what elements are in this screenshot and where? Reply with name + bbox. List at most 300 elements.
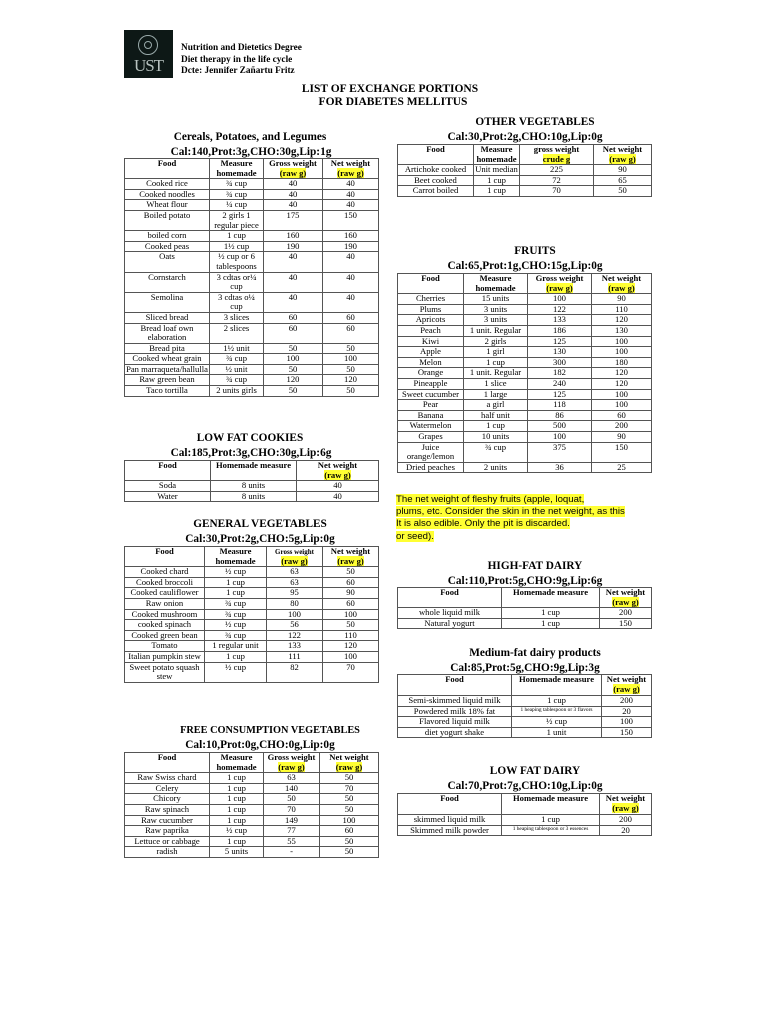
table-cell: 40 [297, 481, 379, 492]
table-cell: 1 cup [502, 618, 600, 629]
table-cell: 100 [528, 294, 592, 305]
table-cell: Raw spinach [125, 804, 210, 815]
table-cell: 182 [528, 368, 592, 379]
table-cell: Cooked rice [125, 179, 210, 190]
table-cell: 1 cup [474, 175, 520, 186]
table-cell: ½ unit [210, 364, 264, 375]
table-cell: 100 [592, 389, 652, 400]
table-cell: 40 [297, 491, 379, 502]
col-food: Food [398, 588, 502, 608]
table-cell: Plums [398, 304, 464, 315]
ust-logo [124, 30, 173, 78]
table-cell: Cherries [398, 294, 464, 305]
table-cell: 100 [323, 609, 379, 620]
col-measure: Measure homemade [464, 274, 528, 294]
table-cell: 1 cup [205, 588, 267, 599]
high-fat-dairy-title: HIGH-FAT DAIRY [487, 560, 583, 572]
col-food: Food [125, 547, 205, 567]
table-cell: 190 [264, 241, 323, 252]
table-cell: 133 [267, 641, 323, 652]
table-cell: Kiwi [398, 336, 464, 347]
col-food: Food [125, 461, 211, 481]
table-cell: Cooked wheat grain [125, 354, 210, 365]
table-row [125, 815, 379, 826]
table-cell: 63 [267, 577, 323, 588]
table-cell: Celery [125, 783, 210, 794]
table-row [125, 179, 379, 190]
table-row [125, 794, 379, 805]
table-row [125, 312, 379, 323]
table-cell: ¾ cup [205, 609, 267, 620]
col-gross: Gross weight (raw g) [267, 547, 323, 567]
table-cell: Cooked cauliflower [125, 588, 205, 599]
table-cell: 1 cup [474, 186, 520, 197]
general-veg-calories: Cal:30,Prot:2g,CHO:5g,Lip:0g [185, 533, 335, 545]
table-row [125, 609, 379, 620]
table-row [398, 304, 652, 315]
table-cell: 1 cup [464, 357, 528, 368]
table-cell: 1 cup [502, 608, 600, 619]
table-cell: 8 units [211, 491, 297, 502]
table-cell: 1 girl [464, 347, 528, 358]
cereals-calories: Cal:140,Prot:3g,CHO:30g,Lip:1g [170, 146, 332, 158]
table-cell: 86 [528, 410, 592, 421]
table-cell: 40 [264, 272, 323, 292]
table-cell: 80 [267, 598, 323, 609]
table-cell: 50 [264, 386, 323, 397]
note-line: The net weight of fleshy fruits (apple, loquat, [396, 494, 585, 505]
table-cell: 122 [528, 304, 592, 315]
table-row [398, 696, 652, 707]
table-row [398, 727, 652, 738]
table-cell: 50 [323, 364, 379, 375]
table-cell: 118 [528, 400, 592, 411]
table-row [125, 343, 379, 354]
table-cell: 20 [600, 825, 652, 836]
table-cell: 1 cup [464, 421, 528, 432]
table-cell: skimmed liquid milk [398, 815, 502, 826]
course-header [181, 43, 302, 78]
degree-line: Nutrition and Dietetics Degree [181, 43, 302, 53]
table-cell: 200 [600, 815, 652, 826]
col-gross: gross weight crude g [520, 145, 594, 165]
note-line: It is also edible. Only the pit is discarded. [396, 518, 570, 530]
table-cell: 50 [320, 794, 379, 805]
table-cell: Cooked noodles [125, 189, 210, 200]
other-veg-title: OTHER VEGETABLES [475, 116, 595, 128]
table-cell: whole liquid milk [398, 608, 502, 619]
medium-fat-dairy-table [397, 674, 652, 738]
table-cell: Raw green bean [125, 375, 210, 386]
table-cell: 100 [264, 354, 323, 365]
table-cell: 1 cup [502, 815, 600, 826]
table-cell: 1 cup [210, 836, 264, 847]
medium-fat-dairy-calories: Cal:85,Prot:5g,CHO:9g,Lip:3g [450, 662, 600, 674]
table-cell: 160 [323, 231, 379, 242]
table-row [398, 175, 652, 186]
table-cell: 1 unit. Regular [464, 325, 528, 336]
free-veg-table [124, 752, 379, 858]
table-row [398, 325, 652, 336]
table-row [398, 186, 652, 197]
table-cell: 120 [323, 641, 379, 652]
table-row [398, 618, 652, 629]
col-measure: Measure homemade [205, 547, 267, 567]
col-net: Net weight (raw g) [323, 547, 379, 567]
table-cell: 120 [592, 378, 652, 389]
table-cell: 1 unit [512, 727, 602, 738]
table-cell: Beet cooked [398, 175, 474, 186]
table-cell: 36 [528, 462, 592, 473]
table-cell: ¾ cup [205, 630, 267, 641]
table-cell: Powdered milk 18% fat [398, 706, 512, 717]
table-cell: 60 [592, 410, 652, 421]
table-cell: - [264, 847, 320, 858]
table-cell: diet yogurt shake [398, 727, 512, 738]
table-row [398, 421, 652, 432]
table-cell: 3 units [464, 304, 528, 315]
table-cell: 149 [264, 815, 320, 826]
table-cell: ½ cup or 6 tablespoons [210, 252, 264, 272]
table-row [125, 836, 379, 847]
table-cell: ½ cup [205, 662, 267, 682]
table-cell: Skimmed milk powder [398, 825, 502, 836]
table-cell: 15 units [464, 294, 528, 305]
table-cell: 100 [267, 609, 323, 620]
table-row [125, 620, 379, 631]
table-row [398, 294, 652, 305]
table-cell: 100 [602, 717, 652, 728]
table-cell: 200 [600, 608, 652, 619]
page-subtitle: FOR DIABETES MELLITUS [318, 96, 468, 108]
table-cell: 110 [323, 630, 379, 641]
table-cell: 60 [320, 826, 379, 837]
free-veg-title: FREE CONSUMPTION VEGETABLES [180, 725, 360, 736]
table-row [125, 272, 379, 292]
table-row [125, 375, 379, 386]
table-cell: 200 [592, 421, 652, 432]
table-cell: Cornstarch [125, 272, 210, 292]
table-cell: radish [125, 847, 210, 858]
table-row [398, 608, 652, 619]
table-cell: 50 [320, 836, 379, 847]
table-cell: 1 slice [464, 378, 528, 389]
table-cell: 1 heaping tablespoon or 3 essences [502, 825, 600, 836]
table-row [125, 773, 379, 784]
table-cell: 40 [264, 252, 323, 272]
table-cell: 5 units [210, 847, 264, 858]
table-cell: 122 [267, 630, 323, 641]
table-cell: 100 [592, 336, 652, 347]
table-cell: 1 cup [210, 231, 264, 242]
col-measure: Homemade measure [502, 794, 600, 815]
table-row [398, 400, 652, 411]
table-cell: 63 [264, 773, 320, 784]
table-row [125, 292, 379, 312]
table-cell: Sweet cucumber [398, 389, 464, 400]
cookies-title: LOW FAT COOKIES [196, 432, 304, 444]
table-cell: Sliced bread [125, 312, 210, 323]
table-cell: 120 [592, 315, 652, 326]
table-cell: Natural yogurt [398, 618, 502, 629]
table-cell: a girl [464, 400, 528, 411]
table-cell: 3 units [464, 315, 528, 326]
table-row [125, 567, 379, 578]
table-cell: Raw onion [125, 598, 205, 609]
table-cell: 50 [320, 847, 379, 858]
table-cell: 40 [323, 272, 379, 292]
table-cell: Cooked green bean [125, 630, 205, 641]
table-row [125, 491, 379, 502]
table-row [125, 598, 379, 609]
table-cell: Apple [398, 347, 464, 358]
table-cell: 130 [528, 347, 592, 358]
net-weight-note [396, 494, 650, 543]
col-gross: Gross weight (raw g) [264, 159, 323, 179]
table-cell: 40 [264, 179, 323, 190]
table-cell: Melon [398, 357, 464, 368]
table-cell: 1 cup [205, 651, 267, 662]
table-cell: 160 [264, 231, 323, 242]
general-veg-table [124, 546, 379, 683]
table-cell: 1 cup [210, 804, 264, 815]
table-cell: ¾ cup [205, 598, 267, 609]
table-row [125, 189, 379, 200]
table-cell: Unit median [475, 164, 518, 175]
table-cell: 100 [528, 431, 592, 442]
table-cell: Dried peaches [398, 462, 464, 473]
table-row [125, 826, 379, 837]
table-cell: Taco tortilla [125, 386, 210, 397]
col-food: Food [125, 159, 210, 179]
table-cell: 90 [594, 165, 652, 176]
table-row [398, 706, 652, 717]
table-cell: Lettuce or cabbage [125, 836, 210, 847]
table-cell: Boiled potato [125, 210, 210, 230]
table-cell: 50 [323, 620, 379, 631]
low-fat-dairy-title: LOW FAT DAIRY [489, 765, 581, 777]
table-cell: 1 heaping tablespoon or 3 flavors [512, 706, 602, 717]
table-cell: 65 [594, 175, 652, 186]
table-row [398, 431, 652, 442]
table-cell: 60 [323, 312, 379, 323]
table-cell: 186 [528, 325, 592, 336]
table-cell: 225 [520, 165, 594, 176]
col-food: Food [398, 145, 474, 165]
col-measure: Homemade measure [502, 588, 600, 608]
table-cell: Cooked mushroom [125, 609, 205, 620]
table-cell: ¾ cup [210, 179, 264, 190]
col-measure: Homemade measure [211, 461, 297, 481]
table-cell: Apricots [398, 315, 464, 326]
table-cell: 125 [528, 336, 592, 347]
table-cell: 150 [602, 727, 652, 738]
course-line: Diet therapy in the life cycle [181, 54, 293, 65]
table-row [398, 410, 652, 421]
table-cell: ½ cup [205, 620, 267, 631]
table-cell: 2 girls [464, 336, 528, 347]
table-cell: 55 [264, 836, 320, 847]
table-cell: Raw cucumber [125, 815, 210, 826]
table-cell: Artichoke cooked [398, 165, 474, 176]
table-cell: Pineapple [398, 378, 464, 389]
fruits-table [397, 273, 652, 473]
table-cell: 56 [267, 620, 323, 631]
table-row [398, 825, 652, 836]
table-cell: 130 [592, 325, 652, 336]
table-cell: 3 slices [210, 312, 264, 323]
page-title: LIST OF EXCHANGE PORTIONS [301, 83, 479, 95]
table-cell: ¾ cup [210, 354, 264, 365]
table-cell: 70 [264, 804, 320, 815]
table-cell: Oats [125, 252, 210, 272]
table-row [125, 252, 379, 272]
table-row [125, 641, 379, 652]
table-cell: 60 [323, 598, 379, 609]
col-food: Food [398, 675, 512, 696]
table-row [398, 165, 652, 176]
table-cell: 2 units girls [210, 386, 264, 397]
table-cell: 3 cdtas or¼ cup [210, 272, 264, 292]
table-cell: 1½ cup [210, 241, 264, 252]
table-cell: 150 [600, 618, 652, 629]
table-cell: 3 cdtas o¼ cup [210, 292, 264, 312]
table-cell: 50 [264, 364, 323, 375]
table-cell: 40 [264, 189, 323, 200]
cookies-table [124, 460, 379, 502]
table-cell: 40 [323, 292, 379, 312]
table-cell: 50 [264, 794, 320, 805]
table-cell: ¾ cup [210, 375, 264, 386]
table-cell: 40 [264, 200, 323, 211]
table-cell: 70 [320, 783, 379, 794]
table-row [125, 323, 379, 343]
table-cell: 375 [528, 442, 592, 462]
table-row [398, 462, 652, 473]
table-cell: 20 [602, 706, 652, 717]
table-cell: 120 [592, 368, 652, 379]
note-line: or seed). [396, 530, 434, 542]
free-veg-calories: Cal:10,Prot:0g,CHO:0g,Lip:0g [185, 739, 335, 751]
table-cell: Banana [398, 410, 464, 421]
table-cell: half unit [464, 410, 528, 421]
table-cell: 50 [594, 186, 652, 197]
table-cell: 1 cup [205, 577, 267, 588]
col-net: Net weight (raw g) [320, 753, 379, 773]
table-cell: 82 [267, 662, 323, 682]
table-cell: 25 [592, 462, 652, 473]
table-cell: 2 units [464, 462, 528, 473]
table-row [398, 368, 652, 379]
col-net: Net weight (raw g) [600, 794, 652, 815]
table-cell: 72 [520, 175, 594, 186]
table-cell: 1½ unit [210, 343, 264, 354]
high-fat-dairy-calories: Cal:110,Prot:5g,CHO:9g,Lip:6g [447, 575, 603, 587]
table-cell: 125 [528, 389, 592, 400]
table-row [398, 336, 652, 347]
table-cell: 50 [320, 804, 379, 815]
table-cell: 90 [592, 431, 652, 442]
table-cell: Cooked broccoli [125, 577, 205, 588]
table-cell: 150 [323, 210, 379, 230]
table-cell: Carrot boiled [398, 186, 474, 197]
low-fat-dairy-table [397, 793, 652, 836]
table-row [125, 210, 379, 230]
table-row [125, 662, 379, 682]
table-cell: 40 [323, 200, 379, 211]
table-row [398, 717, 652, 728]
table-cell: ½ cup [210, 826, 264, 837]
table-cell: 40 [264, 292, 323, 312]
table-cell: 190 [323, 241, 379, 252]
table-row [398, 357, 652, 368]
table-row [125, 354, 379, 365]
table-cell: Pan marraqueta/hallulla [126, 363, 208, 374]
table-cell: 70 [520, 186, 594, 197]
teacher-line: Dcte: Jennifer Zañartu Fritz [181, 66, 295, 76]
col-measure: Measure homemade [210, 159, 264, 179]
table-cell: 90 [323, 588, 379, 599]
table-cell: 1 cup [210, 783, 264, 794]
table-cell: Semolina [125, 292, 210, 312]
table-cell: 150 [592, 442, 652, 462]
low-fat-dairy-calories: Cal:70,Prot:7g,CHO:10g,Lip:0g [447, 780, 603, 792]
table-cell: 300 [528, 357, 592, 368]
table-cell: Flavored liquid milk [398, 717, 512, 728]
table-cell: 175 [264, 210, 323, 230]
table-cell: 120 [323, 375, 379, 386]
seal-icon [138, 35, 158, 55]
medium-fat-dairy-title: Medium-fat dairy products [469, 647, 601, 659]
table-cell: Cooked chard [125, 567, 205, 578]
table-cell: 50 [264, 343, 323, 354]
col-net: Net weight (raw g) [592, 274, 652, 294]
table-row [125, 231, 379, 242]
table-cell: 60 [323, 577, 379, 588]
table-cell: 110 [592, 304, 652, 315]
col-net: Net weight (raw g) [297, 461, 379, 481]
col-net: Net weight (raw g) [594, 145, 652, 165]
table-row [398, 815, 652, 826]
table-cell: 140 [264, 783, 320, 794]
table-cell: 10 units [464, 431, 528, 442]
col-measure: Measure homemade [210, 753, 264, 773]
col-measure: Homemade measure [512, 675, 602, 696]
table-row [398, 442, 652, 462]
col-gross: Gross weight (raw g) [264, 753, 320, 773]
table-cell: Water [125, 491, 211, 502]
table-cell: 1 cup [210, 773, 264, 784]
table-row [125, 804, 379, 815]
table-cell: 100 [323, 354, 379, 365]
table-cell: 100 [592, 400, 652, 411]
table-cell: boiled corn [125, 231, 210, 242]
table-cell: 50 [320, 773, 379, 784]
col-measure: Measure homemade [474, 145, 520, 165]
general-veg-title: GENERAL VEGETABLES [193, 518, 327, 530]
table-cell: 40 [323, 252, 379, 272]
table-cell: ½ cup [205, 567, 267, 578]
table-cell: Bread pita [125, 343, 210, 354]
table-cell: 500 [528, 421, 592, 432]
col-net: Net weight (raw g) [602, 675, 652, 696]
table-cell: 1 regular unit [205, 641, 267, 652]
table-cell: 1 unit. Regular [464, 368, 528, 379]
table-cell: 40 [323, 179, 379, 190]
table-row [398, 347, 652, 358]
cookies-calories: Cal:185,Prot:3g,CHO:30g,Lip:6g [170, 447, 332, 459]
table-cell: 2 slices [210, 323, 264, 343]
